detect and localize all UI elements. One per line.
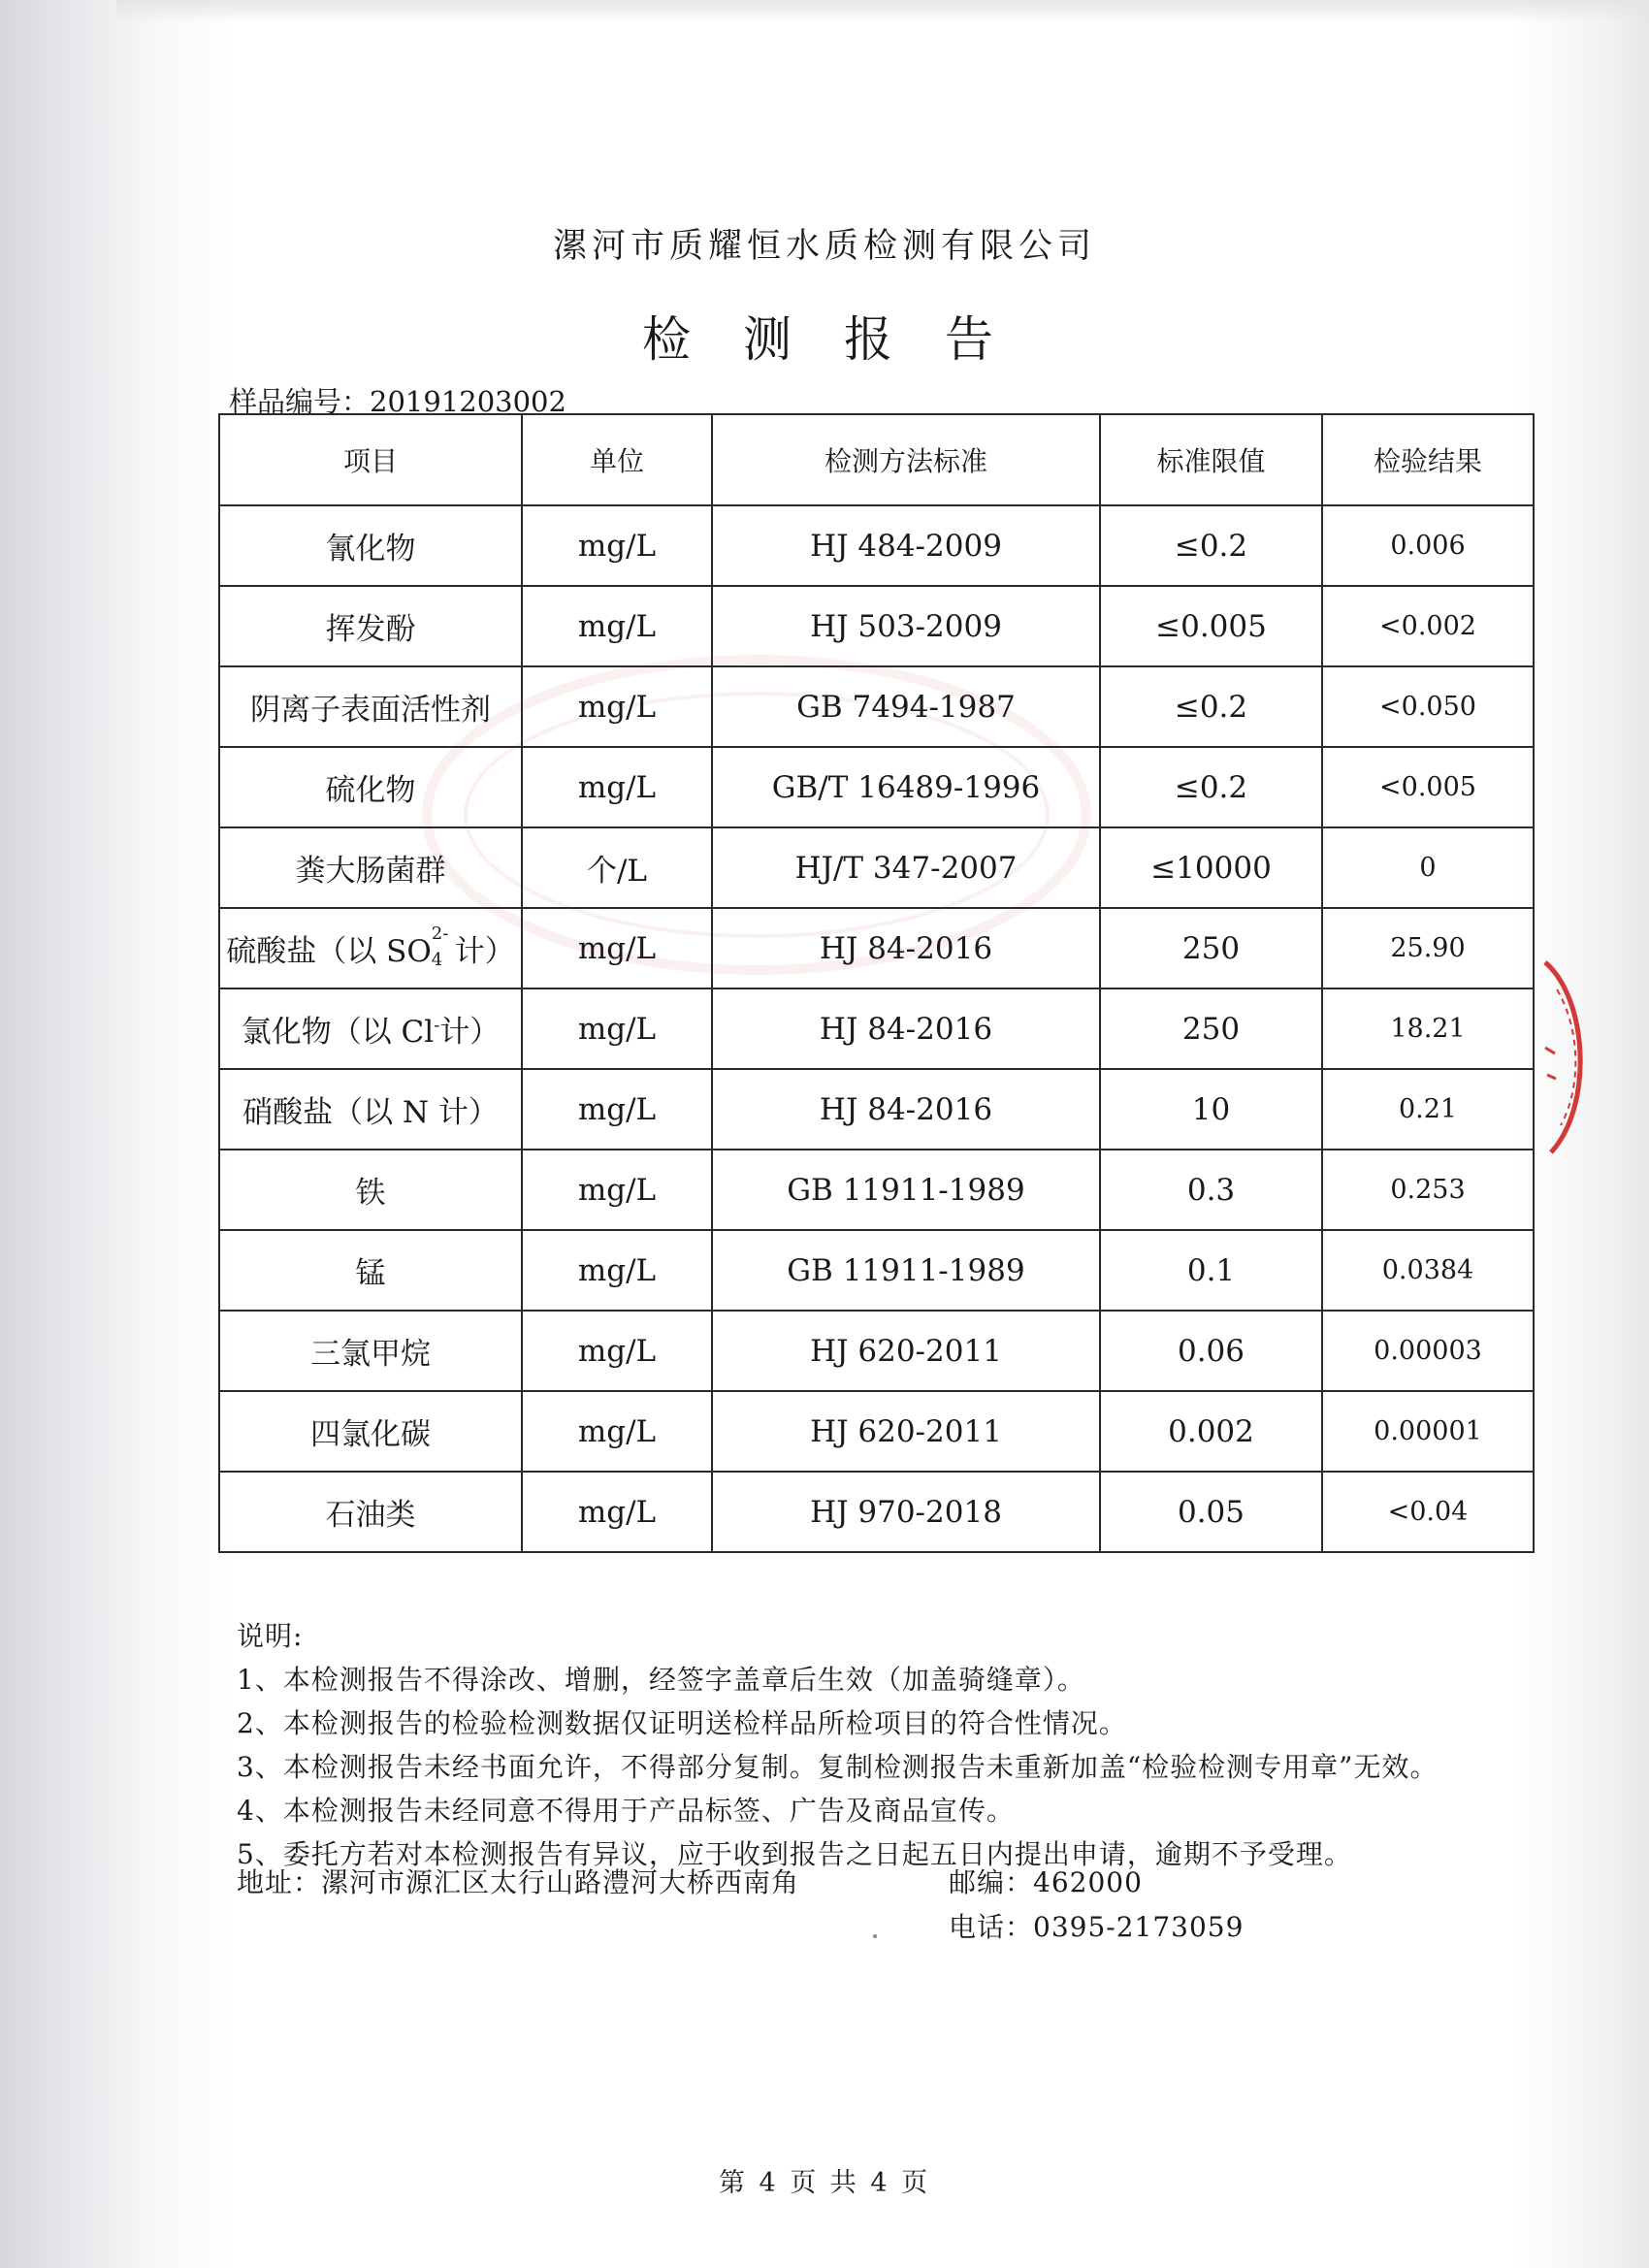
address-text: 地址：漯河市源汇区太行山路澧河大桥西南角 [237,1866,800,1898]
cell-item: 挥发酚 [219,586,522,666]
cell-result: 0.0384 [1322,1230,1534,1311]
item-text-suffix: 计） [454,934,515,969]
cell-unit: mg/L [522,1472,712,1552]
cell-result: <0.002 [1322,586,1534,666]
table-row [219,1391,1534,1472]
cell-limit: 250 [1100,988,1322,1069]
cell-method: HJ 503-2009 [712,586,1100,666]
cell-result: 0.21 [1322,1069,1534,1150]
table-row [219,586,1534,666]
sample-number: 样品编号：20191203002 [229,385,566,418]
page-number: 第 4 页 共 4 页 [718,2168,931,2198]
cell-unit: mg/L [522,1230,712,1311]
cell-item: 氰化物 [219,505,522,586]
cell-limit: 0.05 [1100,1472,1322,1552]
item-superscript: 2- [431,923,449,944]
table-row [219,908,1534,988]
cell-item: 石油类 [219,1472,522,1552]
test-results-table [218,413,1535,1553]
note-item: 2、本检测报告的检验检测数据仅证明送检样品所检项目的符合性情况。 [237,1707,1127,1739]
cell-method: GB 11911-1989 [712,1230,1100,1311]
postcode-text: 邮编：462000 [949,1866,1143,1898]
cell-item: 锰 [219,1230,522,1311]
note-item: 4、本检测报告未经同意不得用于产品标签、广告及商品宣传。 [237,1795,1015,1827]
column-header-limit: 标准限值 [1100,414,1322,505]
table-row [219,1472,1534,1552]
cell-method: HJ 970-2018 [712,1472,1100,1552]
table-row [219,988,1534,1069]
table-row [219,827,1534,908]
cell-result: 18.21 [1322,988,1534,1069]
cell-limit: 0.1 [1100,1230,1322,1311]
column-header-method: 检测方法标准 [712,414,1100,505]
cell-limit: ≤0.2 [1100,747,1322,827]
note-item: 1、本检测报告不得涂改、增删，经签字盖章后生效（加盖骑缝章）。 [237,1664,1085,1696]
table-row [219,505,1534,586]
cell-limit: 0.3 [1100,1150,1322,1230]
cell-unit: mg/L [522,666,712,747]
cell-method: HJ 620-2011 [712,1311,1100,1391]
cell-item: 铁 [219,1150,522,1230]
cell-limit: 0.06 [1100,1311,1322,1391]
column-header-result: 检验结果 [1322,414,1534,505]
cell-method: HJ 84-2016 [712,988,1100,1069]
cell-limit: ≤0.005 [1100,586,1322,666]
cell-limit: 10 [1100,1069,1322,1150]
cell-limit: 0.002 [1100,1391,1322,1472]
cell-unit: mg/L [522,505,712,586]
table-row [219,1069,1534,1150]
cell-method: GB/T 16489-1996 [712,747,1100,827]
item-superscript: - [434,1015,440,1036]
cell-item: 粪大肠菌群 [219,827,522,908]
seam-stamp-icon [1537,960,1596,1154]
cell-unit: mg/L [522,1311,712,1391]
table-row [219,1150,1534,1230]
cell-item: 四氯化碳 [219,1391,522,1472]
cell-method: HJ 620-2011 [712,1391,1100,1472]
table-row [219,1311,1534,1391]
cell-result: <0.005 [1322,747,1534,827]
cell-result: 0.006 [1322,505,1534,586]
cell-unit: 个/L [522,827,712,908]
cell-item [219,908,522,988]
cell-unit: mg/L [522,1150,712,1230]
cell-unit: mg/L [522,988,712,1069]
company-name: 漯河市质耀恒水质检测有限公司 [552,227,1096,266]
table-row [219,1230,1534,1311]
scan-shadow [116,0,1649,23]
cell-result: 0.00001 [1322,1391,1534,1472]
item-text: 氯化物（以 Cl [241,1015,435,1050]
note-item: 5、委托方若对本检测报告有异议，应于收到报告之日起五日内提出申请，逾期不予受理。 [237,1838,1352,1870]
table-row [219,666,1534,747]
item-text-suffix: 计） [439,1015,501,1050]
cell-result: 0.00003 [1322,1311,1534,1391]
cell-unit: mg/L [522,747,712,827]
cell-result: 0.253 [1322,1150,1534,1230]
table-row [219,747,1534,827]
table-header-row [219,414,1534,505]
cell-limit: ≤0.2 [1100,505,1322,586]
cell-unit: mg/L [522,586,712,666]
item-text: 硫酸盐（以 SO [226,934,432,969]
cell-item: 阴离子表面活性剂 [219,666,522,747]
item-subscript: 4 [431,950,443,970]
cell-unit: mg/L [522,908,712,988]
scan-speck [873,1934,877,1938]
cell-item: 硫化物 [219,747,522,827]
cell-result: <0.04 [1322,1472,1534,1552]
cell-result: 0 [1322,827,1534,908]
cell-unit: mg/L [522,1069,712,1150]
cell-item [219,988,522,1069]
cell-method: HJ 84-2016 [712,1069,1100,1150]
cell-item: 三氯甲烷 [219,1311,522,1391]
cell-method: HJ 84-2016 [712,908,1100,988]
cell-unit: mg/L [522,1391,712,1472]
notes-section [237,1614,1438,1876]
column-header-item: 项目 [219,414,522,505]
report-title: 检测报告 [642,311,1046,368]
cell-method: GB 7494-1987 [712,666,1100,747]
cell-limit: ≤10000 [1100,827,1322,908]
cell-method: HJ/T 347-2007 [712,827,1100,908]
phone-text: 电话：0395-2173059 [949,1911,1245,1943]
cell-item: 硝酸盐（以 N 计） [219,1069,522,1150]
column-header-unit: 单位 [522,414,712,505]
cell-result: 25.90 [1322,908,1534,988]
cell-result: <0.050 [1322,666,1534,747]
cell-limit: 250 [1100,908,1322,988]
cell-method: HJ 484-2009 [712,505,1100,586]
notes-heading: 说明: [237,1620,304,1652]
cell-method: GB 11911-1989 [712,1150,1100,1230]
cell-limit: ≤0.2 [1100,666,1322,747]
note-item: 3、本检测报告未经书面允许，不得部分复制。复制检测报告未重新加盖“检验检测专用章”无效。 [237,1751,1439,1783]
